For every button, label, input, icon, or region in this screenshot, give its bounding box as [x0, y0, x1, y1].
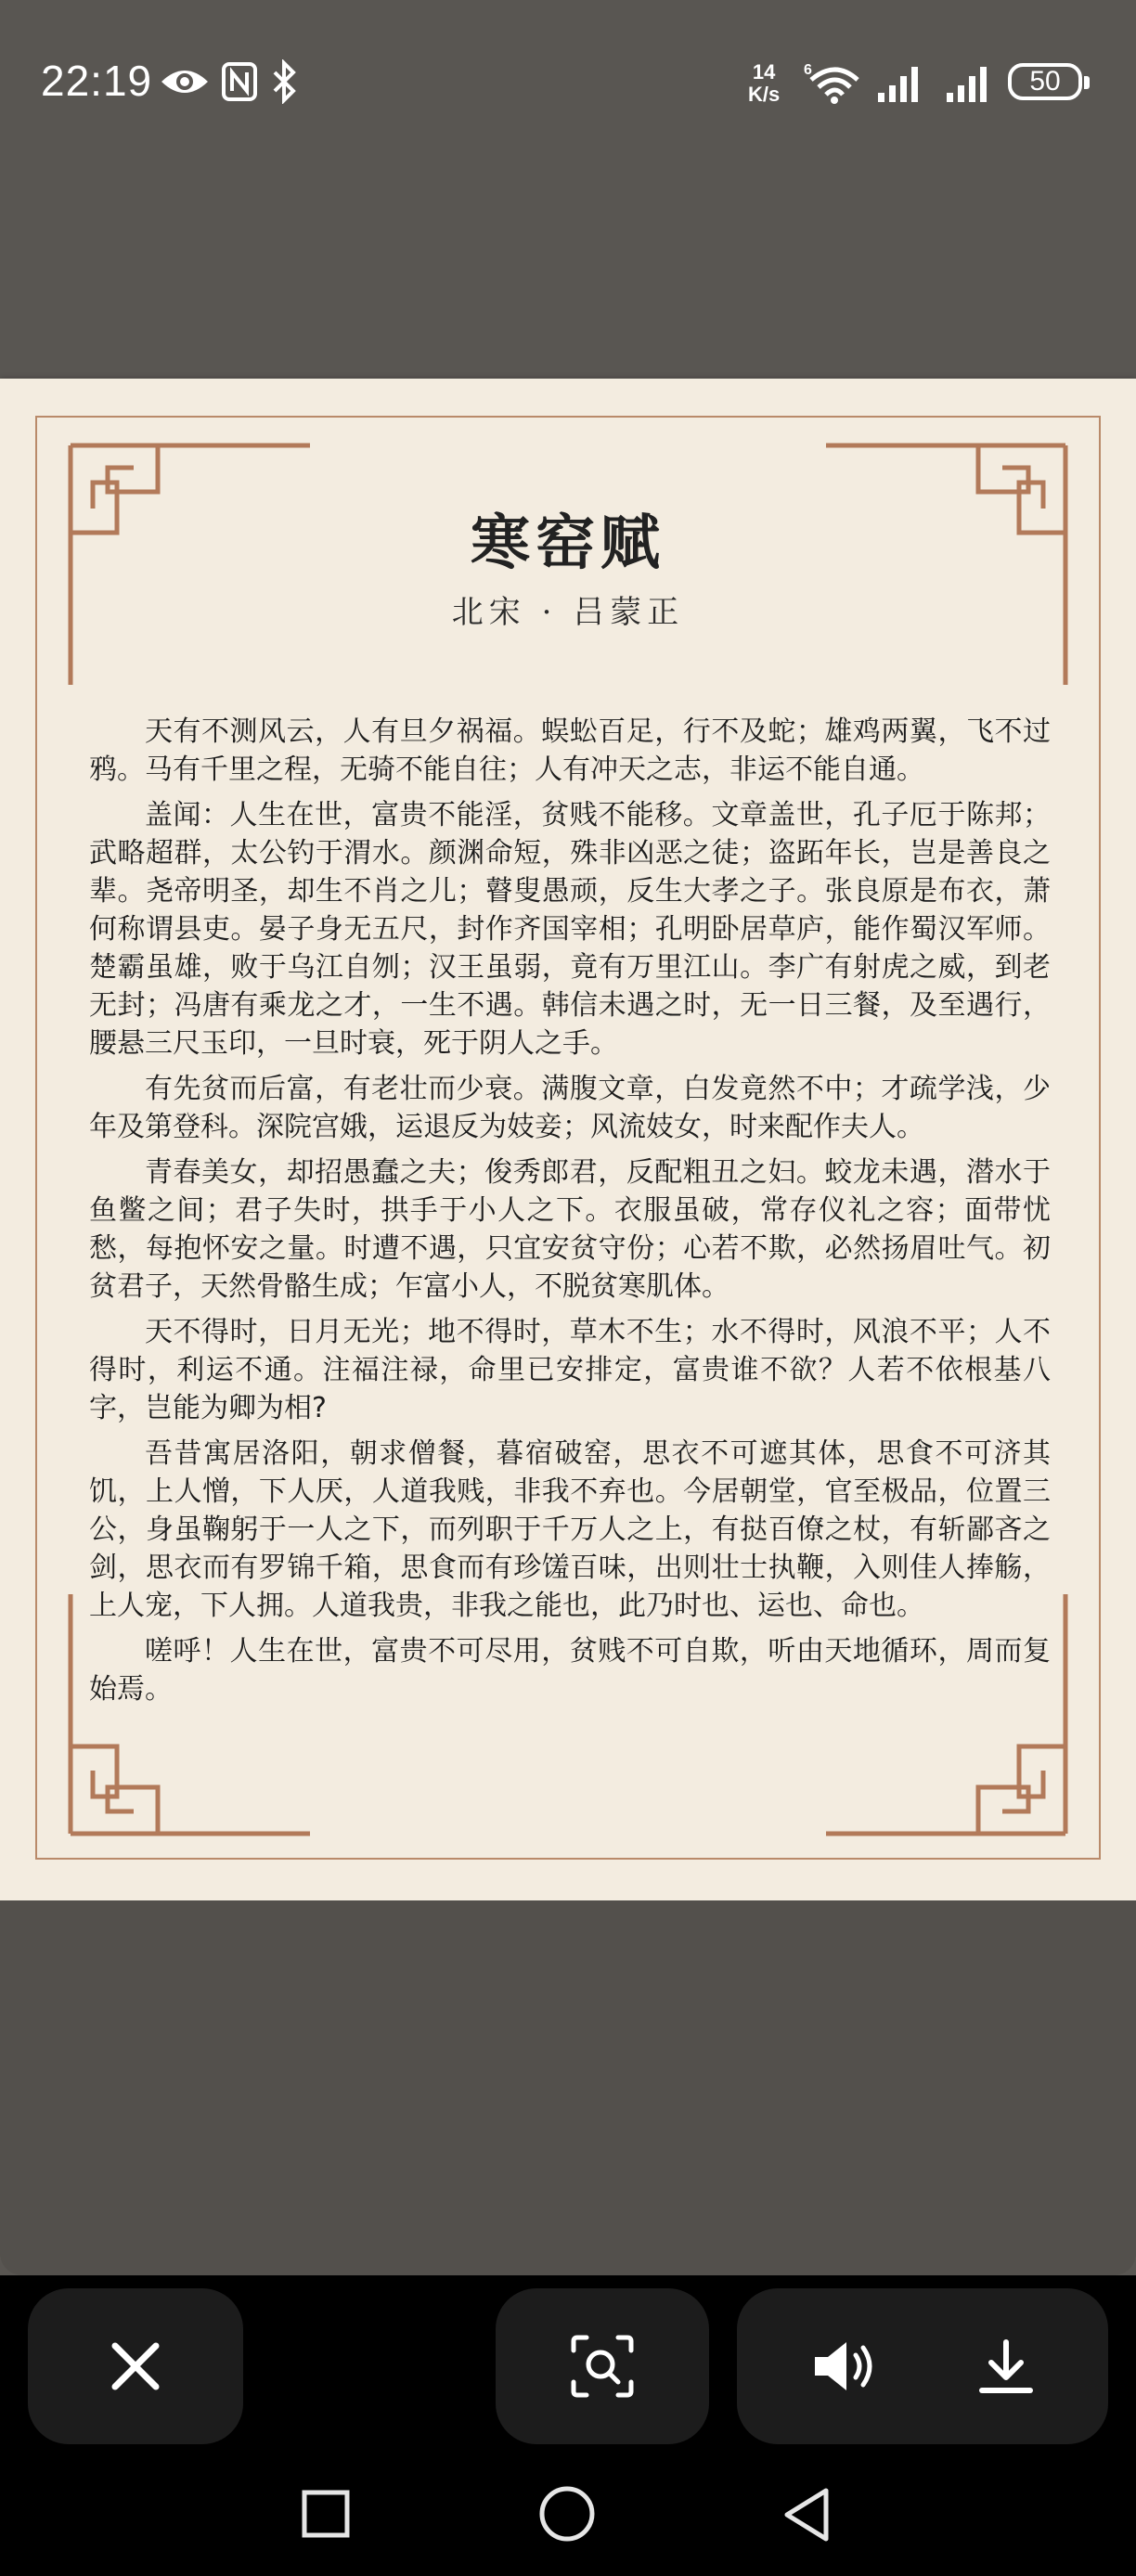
status-time: 22:19	[41, 57, 153, 105]
article-title: 寒窑赋	[471, 509, 665, 578]
paragraph: 天不得时，日月无光；地不得时，草木不生；水不得时，风浪不平；人不得时，利运不通。注福注禄，命里已安排定，富贵谁不欲？人若不依根基八字，岂能为卿为相?	[89, 1316, 1051, 1424]
network-speed: 14 K/s	[748, 60, 781, 106]
status-bar	[0, 0, 1136, 167]
paragraph: 青春美女，却招愚蠢之夫；俊秀郎君，反配粗丑之妇。蛟龙未遇，潜水于鱼鳖之间；君子失时，拱手于小人之下。衣服虽破，常存仪礼之容；面带忧愁，每抱怀安之量。时遭不遇，只宜安贫守份；心若不欺，必然扬眉吐气。初贫君子，天然骨骼生成；乍富小人，不脱贫寒肌体。	[89, 1156, 1051, 1303]
download-icon[interactable]	[976, 2337, 1036, 2396]
paragraph: 有先贫而后富，有老壮而少衰。满腹文章，白发竟然不中；才疏学浅，少年及第登科。深院宫娥，运退反为妓妾；风流妓女，时来配作夫人。	[89, 1073, 1051, 1143]
recent-apps-icon[interactable]	[301, 2489, 351, 2539]
wifi-icon	[804, 61, 859, 106]
close-button[interactable]	[28, 2288, 243, 2444]
eye-icon	[160, 65, 210, 98]
speaker-icon[interactable]	[809, 2337, 884, 2396]
close-icon	[108, 2338, 163, 2394]
paragraph: 吾昔寓居洛阳，朝求僧餐，暮宿破窑，思衣不可遮其体，思食不可济其饥，上人憎，下人厌，人道我贱，非我不弃也。今居朝堂，官至极品，位置三公，身虽鞠躬于一人之下，而列职于千万人之上，有挞百僚之杖，有斩鄙吝之剑，思衣而有罗锦千箱，思食而有珍馐百味，出则壮士执鞭，入则佳人捧觞，上人宠，下人拥。人道我贵，非我之能也，此乃时也、运也、命也。	[89, 1437, 1051, 1622]
back-icon[interactable]	[781, 2487, 832, 2543]
article-author: 北宋 · 吕蒙正	[451, 594, 685, 631]
signal-icon	[876, 65, 924, 102]
nfc-icon	[221, 61, 258, 102]
wifi-superscript: 6	[804, 62, 812, 78]
battery-icon: 50	[1008, 63, 1082, 100]
image-search-icon	[570, 2334, 635, 2399]
article-image	[0, 379, 1136, 1900]
paragraph: 嗟呼！人生在世，富贵不可尽用，贫贱不可自欺，听由天地循环，周而复始焉。	[89, 1635, 1051, 1706]
system-navigation-bar	[0, 2446, 1136, 2576]
signal-icon	[945, 65, 993, 102]
paragraph: 天有不测风云，人有旦夕祸福。蜈蚣百足，行不及蛇；雄鸡两翼，飞不过鸦。马有千里之程，无骑不能自往；人有冲天之志，非运不能自通。	[89, 715, 1051, 786]
image-toolbar	[0, 2275, 1136, 2446]
audio-download-group	[737, 2288, 1108, 2444]
article-body	[89, 713, 1051, 1716]
home-icon[interactable]	[538, 2485, 596, 2543]
bluetooth-icon	[271, 59, 299, 104]
image-viewer-background	[0, 1900, 1136, 2275]
paragraph: 盖闻：人生在世，富贵不能淫，贫贱不能移。文章盖世，孔子厄于陈邦；武略超群，太公钓于渭水。颜渊命短，殊非凶恶之徒；盗跖年长，岂是善良之辈。尧帝明圣，却生不肖之儿；瞽叟愚顽，反生大孝之子。张良原是布衣，萧何称谓县吏。晏子身无五尺，封作齐国宰相；孔明卧居草庐，能作蜀汉军师。楚霸虽雄，败于乌江自刎；汉王虽弱，竟有万里江山。李广有射虎之威，到老无封；冯唐有乘龙之才，一生不遇。韩信未遇之时，无一日三餐，及至遇行，腰悬三尺玉印，一旦时衰，死于阴人之手。	[89, 799, 1051, 1060]
image-search-button[interactable]	[496, 2288, 709, 2444]
